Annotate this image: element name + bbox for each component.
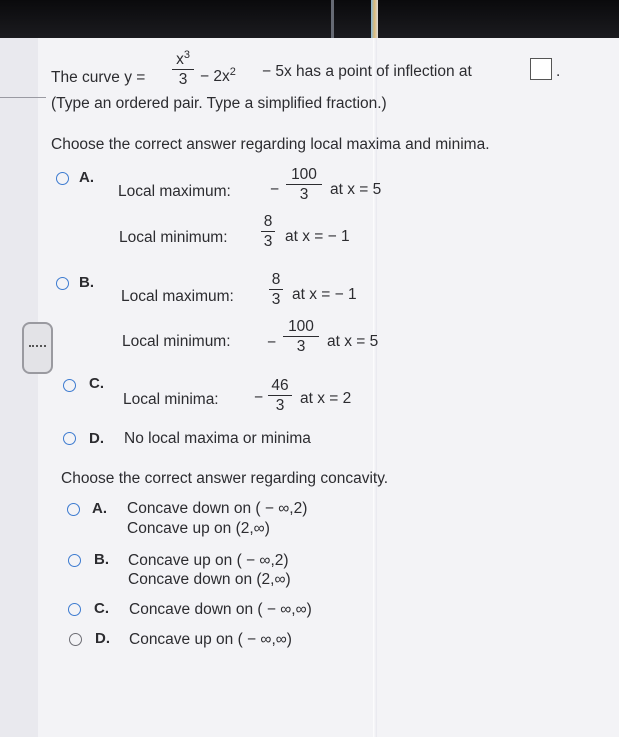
extrema-option-b-letter: B. [79, 274, 94, 291]
bar-highlight [331, 0, 334, 38]
option-b-min-at: at x = 5 [327, 333, 379, 350]
curve-fraction [172, 47, 194, 88]
inflection-point-answer-input[interactable] [530, 58, 552, 80]
extrema-option-c-radio[interactable] [63, 379, 76, 392]
concavity-option-c-line1: Concave down on ( − ∞,∞) [129, 601, 312, 618]
question-period: . [556, 63, 561, 80]
extrema-option-d-letter: D. [89, 430, 104, 447]
curve-term-2x: − $2x^2$ [200, 66, 236, 86]
option-b-max-label: Local maximum: [121, 288, 234, 305]
option-a-max-at: at x = 5 [330, 181, 382, 198]
concavity-option-a-letter: A. [92, 500, 107, 517]
option-c-at: at x = 2 [300, 390, 352, 407]
concavity-option-c-letter: C. [94, 600, 109, 617]
extrema-prompt: Choose the correct answer regarding local maxima and minima. [51, 136, 490, 153]
option-a-min-at: at x = − 1 [285, 228, 350, 245]
question-tail: − 5x has a point of inflection at [262, 63, 472, 80]
top-dark-bar [0, 0, 619, 38]
option-b-max-fraction: 8 3 [269, 271, 283, 308]
option-a-max-label: Local maximum: [118, 183, 231, 200]
extrema-option-d-radio[interactable] [63, 432, 76, 445]
option-c-label: Local minima: [123, 391, 219, 408]
bar-light-strip [371, 0, 378, 38]
left-divider-line [0, 97, 46, 98]
option-a-max-sign: − [270, 181, 280, 198]
extrema-option-a-radio[interactable] [56, 172, 69, 185]
concavity-option-b-line1: Concave up on ( − ∞,2) [128, 552, 289, 569]
question-prefix: The curve y = [51, 69, 146, 86]
option-a-min-label: Local minimum: [119, 229, 228, 246]
concavity-option-a-line2: Concave up on (2,∞) [127, 520, 270, 537]
option-c-fraction: 46 3 [268, 377, 292, 414]
option-b-max-at: at x = − 1 [292, 286, 357, 303]
concavity-option-c-radio[interactable] [68, 603, 81, 616]
option-c-sign: − [254, 389, 264, 406]
option-d-text: No local maxima or minima [124, 430, 311, 447]
concavity-option-b-line2: Concave down on (2,∞) [128, 571, 291, 588]
panel-resize-handle[interactable] [22, 322, 53, 374]
concavity-option-a-radio[interactable] [67, 503, 80, 516]
concavity-option-b-letter: B. [94, 551, 109, 568]
curve-numerator: $x^3$ [176, 49, 190, 69]
concavity-option-d-letter: D. [95, 630, 110, 647]
option-b-min-sign: − [267, 334, 277, 351]
curve-denominator: 3 [178, 71, 188, 89]
question-hint: (Type an ordered pair. Type a simplified fraction.) [51, 95, 387, 112]
option-a-min-fraction: 8 3 [261, 213, 275, 250]
concavity-option-a-line1: Concave down on ( − ∞,2) [127, 500, 308, 517]
option-a-max-fraction: 100 3 [286, 166, 322, 203]
option-b-min-label: Local minimum: [122, 333, 231, 350]
extrema-option-c-letter: C. [89, 375, 104, 392]
concavity-prompt: Choose the correct answer regarding concavity. [61, 470, 389, 487]
concavity-option-d-line1: Concave up on ( − ∞,∞) [129, 631, 292, 648]
extrema-option-a-letter: A. [79, 169, 94, 186]
grip-dots-icon [29, 345, 46, 350]
extrema-option-b-radio[interactable] [56, 277, 69, 290]
concavity-option-d-radio[interactable] [69, 633, 82, 646]
concavity-option-b-radio[interactable] [68, 554, 81, 567]
option-b-min-fraction: 100 3 [283, 318, 319, 355]
